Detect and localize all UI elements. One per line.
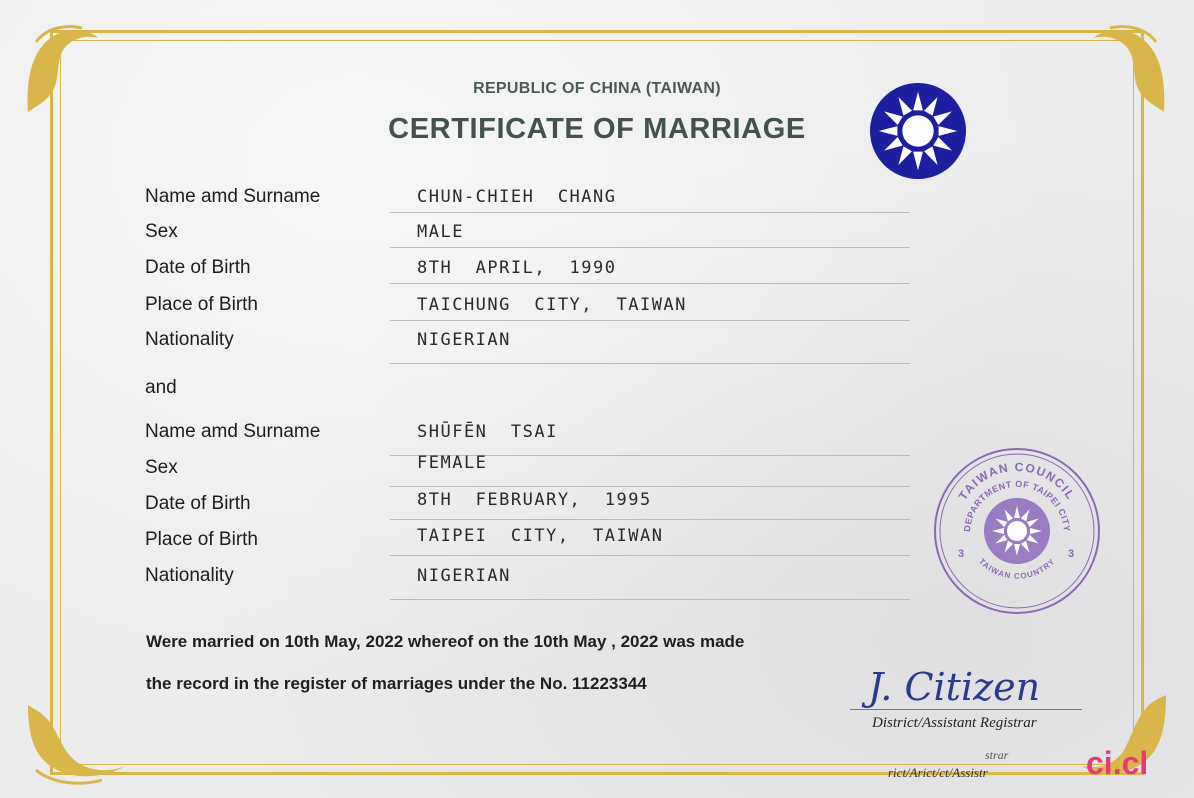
marriage-statement-line2: the record in the register of marriages under the No. 11223344 (146, 674, 647, 693)
seal-left-number: 3 (958, 548, 965, 560)
label-pob: Place of Birth (145, 294, 258, 315)
watermark-logo: ci.cl (1086, 745, 1149, 781)
underline (390, 247, 910, 248)
seal-top-text: TAIWAN COUNCIL (955, 459, 1079, 503)
row-nationality-2 (145, 557, 910, 593)
value-name: SHŪFĒN TSAI (417, 422, 558, 442)
registrar-title: District/Assistant Registrar (872, 715, 1037, 731)
value-nationality: NIGERIAN (417, 566, 511, 586)
label-nationality: Nationality (145, 329, 234, 350)
country-heading: REPUBLIC OF CHINA (TAIWAN) (473, 80, 721, 97)
underline (390, 599, 910, 600)
corner-ornament-top-left (22, 22, 102, 117)
label-sex: Sex (145, 457, 178, 478)
registrar-signature (858, 660, 1078, 710)
faded-registrar-line: rict/Arict/ct/Assistr (888, 765, 988, 780)
underline (390, 555, 910, 556)
label-name: Name amd Surname (145, 186, 321, 207)
marriage-statement-line1: Were married on 10th May, 2022 whereof on the 10th May , 2022 was made (146, 632, 745, 651)
signature-line (850, 709, 1082, 710)
seal-bottom-text: TAIWAN COUNTRY (977, 556, 1057, 581)
value-dob: 8TH FEBRUARY, 1995 (417, 490, 652, 510)
row-name-2 (145, 413, 910, 449)
label-dob: Date of Birth (145, 257, 251, 278)
value-pob: TAICHUNG CITY, TAIWAN (417, 295, 687, 315)
corner-ornament-top-right (1090, 22, 1170, 117)
value-sex: FEMALE (417, 453, 488, 473)
label-pob: Place of Birth (145, 529, 258, 550)
row-dob-1 (145, 249, 910, 285)
label-sex: Sex (145, 221, 178, 242)
and-label: and (145, 377, 177, 398)
label-nationality: Nationality (145, 565, 234, 586)
value-nationality: NIGERIAN (417, 330, 511, 350)
row-name-1 (145, 178, 910, 214)
row-nationality-1 (145, 321, 910, 357)
gold-border-inner (60, 40, 1134, 765)
label-dob: Date of Birth (145, 493, 251, 514)
row-sex-1 (145, 213, 910, 249)
row-sex-2 (145, 449, 910, 485)
sun-emblem-icon (869, 82, 967, 180)
value-name: CHUN-CHIEH CHANG (417, 187, 617, 207)
faded-registrar-text: strar (985, 748, 1009, 762)
label-name: Name amd Surname (145, 421, 321, 442)
row-pob-2 (145, 521, 910, 557)
underline (390, 363, 910, 364)
row-pob-1 (145, 286, 910, 322)
official-seal-stamp (932, 446, 1102, 616)
value-sex: MALE (417, 222, 464, 242)
corner-ornament-bottom-left (22, 700, 132, 790)
underline (390, 519, 910, 520)
value-pob: TAIPEI CITY, TAIWAN (417, 526, 664, 546)
signature-text: J. Citizen (868, 665, 1041, 709)
underline (390, 283, 910, 284)
row-dob-2 (145, 485, 910, 521)
certificate-title: CERTIFICATE OF MARRIAGE (388, 113, 806, 145)
value-dob: 8TH APRIL, 1990 (417, 258, 617, 278)
seal-right-number: 3 (1068, 548, 1075, 560)
seal-inner-text: DEPARTMENT OF TAIPEI CITY (961, 478, 1073, 533)
